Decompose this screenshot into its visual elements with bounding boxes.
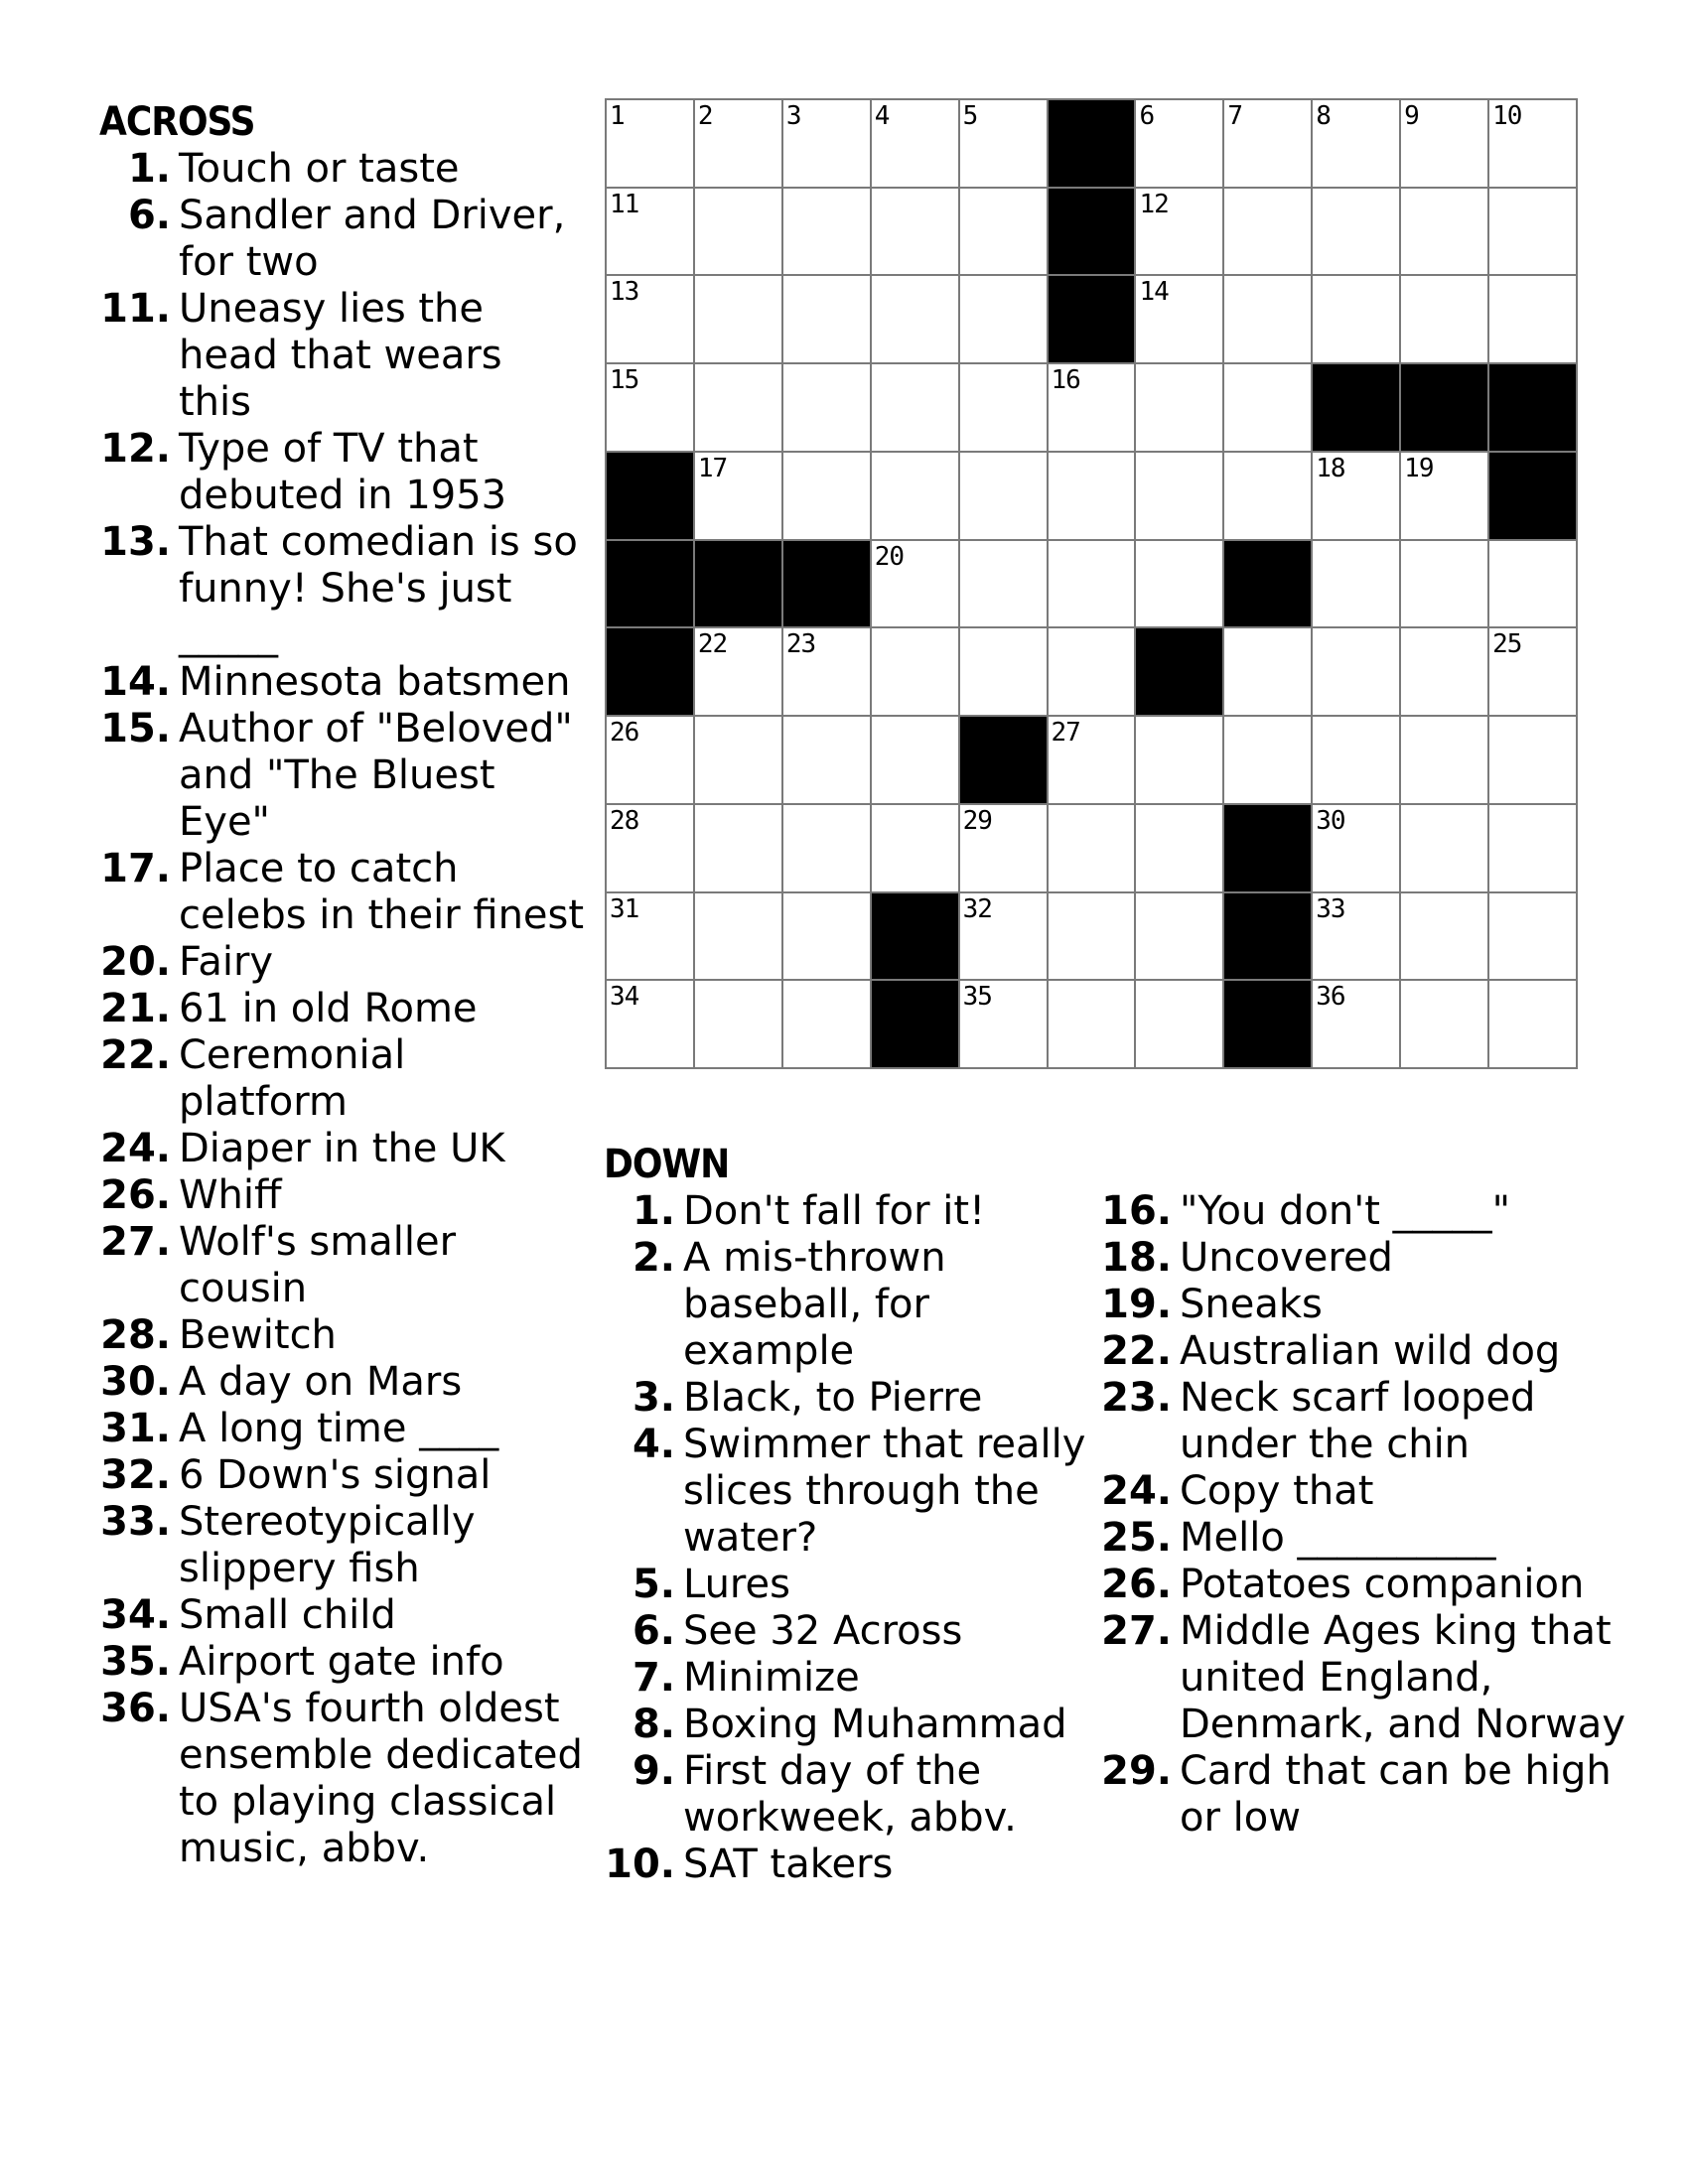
- grid-cell[interactable]: [960, 100, 1047, 187]
- grid-cell[interactable]: [783, 628, 870, 715]
- clue-number: 18.: [1101, 1235, 1172, 1281]
- grid-cell[interactable]: [1313, 541, 1399, 627]
- clue-item: [99, 846, 586, 939]
- clue-text: Lures: [683, 1562, 790, 1607]
- clue-text: Don't fall for it!: [683, 1188, 986, 1234]
- clue-item: [99, 939, 586, 986]
- grid-cell[interactable]: [607, 717, 693, 803]
- black-square: [1489, 453, 1576, 539]
- clue-number: 28.: [100, 1312, 171, 1358]
- clue-text: Touch or taste: [179, 146, 460, 192]
- grid-cell[interactable]: [1313, 453, 1399, 539]
- down-clue-list-right: [1100, 1188, 1656, 1842]
- grid-cell[interactable]: [1136, 981, 1222, 1067]
- grid-cell[interactable]: [1401, 276, 1487, 362]
- grid-cell[interactable]: [1489, 805, 1576, 891]
- cell-number: 18: [1316, 453, 1345, 483]
- clue-text: Place to catch celebs in their finest: [179, 846, 585, 938]
- clue-number: 11.: [100, 286, 171, 332]
- clue-item: [1100, 1282, 1656, 1328]
- clue-number: 3.: [632, 1375, 675, 1421]
- clue-text: First day of the workweek, abbv.: [683, 1748, 1017, 1841]
- cell-number: 29: [962, 805, 992, 836]
- cell-number: 4: [874, 101, 890, 131]
- clue-item: [604, 1422, 1090, 1562]
- down-heading: DOWN: [604, 1142, 730, 1187]
- grid-cell[interactable]: [1136, 453, 1222, 539]
- clue-number: 26.: [100, 1172, 171, 1218]
- clue-number: 1.: [127, 146, 171, 192]
- black-square: [607, 541, 693, 627]
- grid-cell[interactable]: [1401, 541, 1487, 627]
- grid-cell[interactable]: [1224, 276, 1311, 362]
- grid-cell[interactable]: [872, 805, 958, 891]
- clue-text: Ceremonial platform: [179, 1032, 406, 1125]
- clue-text: Potatoes companion: [1180, 1562, 1585, 1607]
- clue-text: Card that can be high or low: [1180, 1748, 1612, 1841]
- clue-text: SAT takers: [683, 1842, 894, 1887]
- cell-number: 5: [962, 101, 978, 131]
- clue-item: [1100, 1748, 1656, 1842]
- clue-number: 6.: [632, 1608, 675, 1654]
- clue-item: [99, 1126, 586, 1172]
- grid-cell[interactable]: [695, 893, 781, 980]
- clue-text: Neck scarf looped under the chin: [1180, 1375, 1536, 1467]
- grid-cell[interactable]: [1489, 893, 1576, 980]
- cell-number: 35: [962, 982, 992, 1013]
- grid-cell[interactable]: [1136, 189, 1222, 275]
- clue-text: Fairy: [179, 939, 274, 985]
- clue-number: 36.: [100, 1686, 171, 1731]
- clue-text: "You don't _____": [1180, 1188, 1511, 1234]
- grid-cell[interactable]: [960, 453, 1047, 539]
- grid-cell[interactable]: [1136, 717, 1222, 803]
- clue-item: [99, 1452, 586, 1499]
- clue-text: Small child: [179, 1592, 396, 1638]
- grid-cell[interactable]: [1224, 628, 1311, 715]
- grid-cell[interactable]: [783, 805, 870, 891]
- clue-text: Diaper in the UK: [179, 1126, 505, 1171]
- clue-text: Boxing Muhammad: [683, 1702, 1067, 1747]
- grid-cell[interactable]: [783, 717, 870, 803]
- down-section: [604, 1142, 1090, 1888]
- clue-item: [604, 1562, 1090, 1608]
- clue-item: [99, 426, 586, 519]
- cell-number: 16: [1051, 365, 1080, 396]
- clue-item: [604, 1655, 1090, 1702]
- cell-number: 33: [1316, 893, 1345, 924]
- clue-number: 1.: [632, 1188, 675, 1234]
- grid-cell[interactable]: [960, 893, 1047, 980]
- grid-cell[interactable]: [872, 628, 958, 715]
- clue-text: Minnesota batsmen: [179, 659, 571, 705]
- clue-item: [1100, 1515, 1656, 1562]
- grid-cell[interactable]: [695, 628, 781, 715]
- clue-text: Black, to Pierre: [683, 1375, 983, 1421]
- grid-cell[interactable]: [1489, 717, 1576, 803]
- grid-cell[interactable]: [607, 276, 693, 362]
- grid-cell[interactable]: [607, 189, 693, 275]
- clue-item: [1100, 1375, 1656, 1468]
- clue-text: Sandler and Driver, for two: [179, 193, 566, 285]
- grid-cell[interactable]: [960, 276, 1047, 362]
- clue-number: 5.: [632, 1562, 675, 1607]
- grid-cell[interactable]: [695, 189, 781, 275]
- grid-cell[interactable]: [1049, 717, 1135, 803]
- grid-cell[interactable]: [607, 893, 693, 980]
- clue-text: Swimmer that really slices through the water?: [683, 1422, 1086, 1561]
- grid-cell[interactable]: [1049, 364, 1135, 451]
- grid-cell[interactable]: [607, 981, 693, 1067]
- clue-text: Australian wild dog: [1180, 1328, 1561, 1374]
- clue-item: [1100, 1188, 1656, 1235]
- grid-cell[interactable]: [1224, 453, 1311, 539]
- grid-cell[interactable]: [1401, 981, 1487, 1067]
- grid-cell[interactable]: [872, 453, 958, 539]
- grid-cell[interactable]: [1313, 100, 1399, 187]
- grid-cell[interactable]: [1136, 893, 1222, 980]
- cell-number: 19: [1404, 453, 1434, 483]
- clue-number: 6.: [127, 193, 171, 238]
- clue-number: 10.: [605, 1842, 675, 1887]
- cell-number: 11: [610, 189, 639, 219]
- clue-text: Uncovered: [1180, 1235, 1393, 1281]
- cell-number: 13: [610, 277, 639, 308]
- grid-cell[interactable]: [1136, 364, 1222, 451]
- cell-number: 22: [697, 629, 728, 660]
- black-square: [1049, 276, 1135, 362]
- clue-text: Airport gate info: [179, 1639, 504, 1685]
- grid-cell[interactable]: [1136, 276, 1222, 362]
- clue-number: 15.: [100, 706, 171, 751]
- grid-cell[interactable]: [872, 100, 958, 187]
- down-heading-spacer: [1100, 1142, 1656, 1188]
- clue-item: [604, 1702, 1090, 1748]
- clue-number: 33.: [100, 1499, 171, 1545]
- cell-number: 23: [785, 629, 816, 660]
- cell-number: 32: [962, 893, 992, 924]
- grid-cell[interactable]: [872, 276, 958, 362]
- clue-text: Type of TV that debuted in 1953: [179, 426, 507, 518]
- clue-text: Bewitch: [179, 1312, 337, 1358]
- grid-cell[interactable]: [1489, 189, 1576, 275]
- grid-cell[interactable]: [1136, 541, 1222, 627]
- clue-item: [604, 1748, 1090, 1842]
- clue-number: 24.: [100, 1126, 171, 1171]
- clue-text: A mis-thrown baseball, for example: [683, 1235, 946, 1374]
- grid-cell[interactable]: [783, 981, 870, 1067]
- clue-number: 22.: [1101, 1328, 1172, 1374]
- clue-item: [1100, 1328, 1656, 1375]
- grid-cell[interactable]: [872, 541, 958, 627]
- clue-item: [99, 1172, 586, 1219]
- clue-text: Middle Ages king that united England, Denmark, and Norway: [1180, 1608, 1625, 1747]
- clue-text: 6 Down's signal: [179, 1452, 492, 1498]
- clue-item: [1100, 1468, 1656, 1515]
- clue-item: [1100, 1562, 1656, 1608]
- black-square: [1224, 893, 1311, 980]
- grid-cell[interactable]: [960, 628, 1047, 715]
- clue-number: 20.: [100, 939, 171, 985]
- grid-cell[interactable]: [695, 805, 781, 891]
- cell-number: 10: [1492, 101, 1522, 131]
- clue-number: 8.: [632, 1702, 675, 1747]
- grid-cell[interactable]: [1049, 628, 1135, 715]
- grid-cell[interactable]: [695, 717, 781, 803]
- cell-number: 7: [1227, 101, 1243, 131]
- grid-cell[interactable]: [1224, 189, 1311, 275]
- clue-item: [99, 193, 586, 286]
- grid-cell[interactable]: [1224, 364, 1311, 451]
- grid-cell[interactable]: [783, 364, 870, 451]
- clue-item: [604, 1608, 1090, 1655]
- cell-number: 9: [1404, 101, 1419, 131]
- grid-cell[interactable]: [1489, 981, 1576, 1067]
- clue-item: [99, 1032, 586, 1126]
- clue-text: USA's fourth oldest ensemble dedicated to playing classical music, abbv.: [179, 1686, 583, 1871]
- cell-number: 8: [1316, 101, 1331, 131]
- cell-number: 27: [1051, 718, 1080, 749]
- black-square: [1489, 364, 1576, 451]
- across-clue-list: [99, 146, 586, 1872]
- cell-number: 14: [1139, 277, 1169, 308]
- black-square: [1224, 981, 1311, 1067]
- clue-item: [99, 1406, 586, 1452]
- black-square: [1313, 364, 1399, 451]
- clue-number: 35.: [100, 1639, 171, 1685]
- clue-number: 34.: [100, 1592, 171, 1638]
- grid-cell[interactable]: [1401, 717, 1487, 803]
- grid-cell[interactable]: [960, 364, 1047, 451]
- clue-number: 30.: [100, 1359, 171, 1405]
- black-square: [960, 717, 1047, 803]
- clue-number: 2.: [632, 1235, 675, 1281]
- clue-number: 25.: [1101, 1515, 1172, 1561]
- clue-number: 12.: [100, 426, 171, 472]
- grid-cell[interactable]: [607, 100, 693, 187]
- grid-cell[interactable]: [960, 189, 1047, 275]
- cell-number: 20: [874, 541, 905, 572]
- clue-number: 14.: [100, 659, 171, 705]
- grid-cell[interactable]: [960, 541, 1047, 627]
- clue-item: [99, 1592, 586, 1639]
- grid-cell[interactable]: [783, 189, 870, 275]
- clue-number: 13.: [100, 519, 171, 565]
- grid-cell[interactable]: [695, 364, 781, 451]
- cell-number: 3: [785, 101, 801, 131]
- clue-item: [99, 1359, 586, 1406]
- grid-cell[interactable]: [607, 805, 693, 891]
- clue-item: [99, 659, 586, 706]
- cell-number: 1: [610, 101, 625, 131]
- grid-cell[interactable]: [1313, 189, 1399, 275]
- clue-item: [99, 1312, 586, 1359]
- clue-number: 29.: [1101, 1748, 1172, 1794]
- clue-number: 9.: [632, 1748, 675, 1794]
- black-square: [1224, 541, 1311, 627]
- clue-item: [1100, 1608, 1656, 1748]
- cell-number: 30: [1316, 805, 1345, 836]
- cell-number: 17: [697, 453, 728, 483]
- grid-cell[interactable]: [872, 717, 958, 803]
- clue-text: Uneasy lies the head that wears this: [179, 286, 502, 425]
- clue-number: 4.: [632, 1422, 675, 1467]
- clue-number: 22.: [100, 1032, 171, 1078]
- clue-number: 24.: [1101, 1468, 1172, 1514]
- grid-cell[interactable]: [1049, 981, 1135, 1067]
- black-square: [607, 453, 693, 539]
- clue-item: [99, 1686, 586, 1872]
- clue-item: [1100, 1235, 1656, 1282]
- grid-cell[interactable]: [1401, 453, 1487, 539]
- grid-cell[interactable]: [783, 453, 870, 539]
- cell-number: 34: [610, 982, 639, 1013]
- grid-cell[interactable]: [960, 805, 1047, 891]
- clue-item: [99, 706, 586, 846]
- clue-item: [604, 1375, 1090, 1422]
- clue-item: [99, 1219, 586, 1312]
- grid-cell[interactable]: [1401, 189, 1487, 275]
- clue-number: 7.: [632, 1655, 675, 1701]
- clue-item: [604, 1188, 1090, 1235]
- grid-cell[interactable]: [1313, 717, 1399, 803]
- grid-cell[interactable]: [1489, 276, 1576, 362]
- grid-cell[interactable]: [1313, 893, 1399, 980]
- clue-text: Author of "Beloved" and "The Bluest Eye": [179, 706, 573, 845]
- black-square: [872, 893, 958, 980]
- clue-text: Whiff: [179, 1172, 282, 1218]
- grid-cell[interactable]: [783, 276, 870, 362]
- clue-number: 32.: [100, 1452, 171, 1498]
- crossword-grid: [605, 98, 1578, 1069]
- grid-cell[interactable]: [872, 364, 958, 451]
- grid-cell[interactable]: [1313, 805, 1399, 891]
- grid-cell[interactable]: [1489, 628, 1576, 715]
- grid-cell[interactable]: [872, 189, 958, 275]
- grid-cell[interactable]: [1049, 453, 1135, 539]
- black-square: [607, 628, 693, 715]
- clue-text: Stereotypically slippery fish: [179, 1499, 476, 1591]
- grid-cell[interactable]: [1401, 805, 1487, 891]
- grid-cell[interactable]: [1401, 628, 1487, 715]
- grid-cell[interactable]: [1401, 100, 1487, 187]
- clue-text: Sneaks: [1180, 1282, 1323, 1327]
- clue-number: 17.: [100, 846, 171, 891]
- grid-cell[interactable]: [1136, 805, 1222, 891]
- black-square: [1224, 805, 1311, 891]
- clue-text: 61 in old Rome: [179, 986, 478, 1031]
- grid-cell[interactable]: [783, 893, 870, 980]
- black-square: [872, 981, 958, 1067]
- across-section: [99, 99, 586, 1872]
- grid-cell[interactable]: [1313, 628, 1399, 715]
- down-clue-list-left: [604, 1188, 1090, 1888]
- grid-cell[interactable]: [1136, 100, 1222, 187]
- clue-item: [99, 986, 586, 1032]
- grid-cell[interactable]: [695, 453, 781, 539]
- cell-number: 31: [610, 893, 639, 924]
- grid-cell[interactable]: [1401, 893, 1487, 980]
- cell-number: 2: [697, 101, 713, 131]
- clue-number: 21.: [100, 986, 171, 1031]
- grid-cell[interactable]: [1313, 981, 1399, 1067]
- clue-number: 19.: [1101, 1282, 1172, 1327]
- black-square: [1401, 364, 1487, 451]
- cell-number: 15: [610, 365, 639, 396]
- cell-number: 36: [1316, 982, 1345, 1013]
- grid-cell[interactable]: [1224, 100, 1311, 187]
- cell-number: 26: [610, 718, 639, 749]
- clue-number: 23.: [1101, 1375, 1172, 1421]
- grid-cell[interactable]: [783, 100, 870, 187]
- black-square: [695, 541, 781, 627]
- clue-number: 31.: [100, 1406, 171, 1451]
- clue-item: [604, 1235, 1090, 1375]
- grid-cell[interactable]: [695, 100, 781, 187]
- grid-cell[interactable]: [1489, 541, 1576, 627]
- grid-cell[interactable]: [1224, 717, 1311, 803]
- black-square: [1049, 189, 1135, 275]
- clue-text: That comedian is so funny! She's just _____: [179, 519, 578, 658]
- black-square: [783, 541, 870, 627]
- cell-number: 28: [610, 805, 639, 836]
- grid-cell[interactable]: [1049, 893, 1135, 980]
- grid-cell[interactable]: [1313, 276, 1399, 362]
- grid-cell[interactable]: [607, 364, 693, 451]
- clue-item: [99, 286, 586, 426]
- grid-cell[interactable]: [960, 981, 1047, 1067]
- clue-number: 27.: [100, 1219, 171, 1265]
- clue-item: [99, 1639, 586, 1686]
- grid-cell[interactable]: [695, 276, 781, 362]
- across-heading: ACROSS: [99, 99, 255, 145]
- black-square: [1136, 628, 1222, 715]
- down-section-continued: [1100, 1142, 1656, 1842]
- clue-text: Copy that: [1180, 1468, 1374, 1514]
- clue-text: A long time ____: [179, 1406, 499, 1451]
- clue-number: 27.: [1101, 1608, 1172, 1654]
- clue-item: [99, 146, 586, 193]
- grid-cell[interactable]: [1049, 805, 1135, 891]
- clue-text: Mello __________: [1180, 1515, 1496, 1561]
- clue-number: 16.: [1101, 1188, 1172, 1234]
- clue-item: [604, 1842, 1090, 1888]
- black-square: [1049, 100, 1135, 187]
- clue-text: See 32 Across: [683, 1608, 963, 1654]
- clue-text: Wolf's smaller cousin: [179, 1219, 457, 1311]
- cell-number: 12: [1139, 189, 1169, 219]
- clue-item: [99, 519, 586, 659]
- clue-number: 26.: [1101, 1562, 1172, 1607]
- cell-number: 6: [1139, 101, 1155, 131]
- cell-number: 25: [1492, 629, 1522, 660]
- grid-cell[interactable]: [695, 981, 781, 1067]
- grid-cell[interactable]: [1489, 100, 1576, 187]
- clue-text: Minimize: [683, 1655, 860, 1701]
- grid-cell[interactable]: [1049, 541, 1135, 627]
- clue-item: [99, 1499, 586, 1592]
- clue-text: A day on Mars: [179, 1359, 463, 1405]
